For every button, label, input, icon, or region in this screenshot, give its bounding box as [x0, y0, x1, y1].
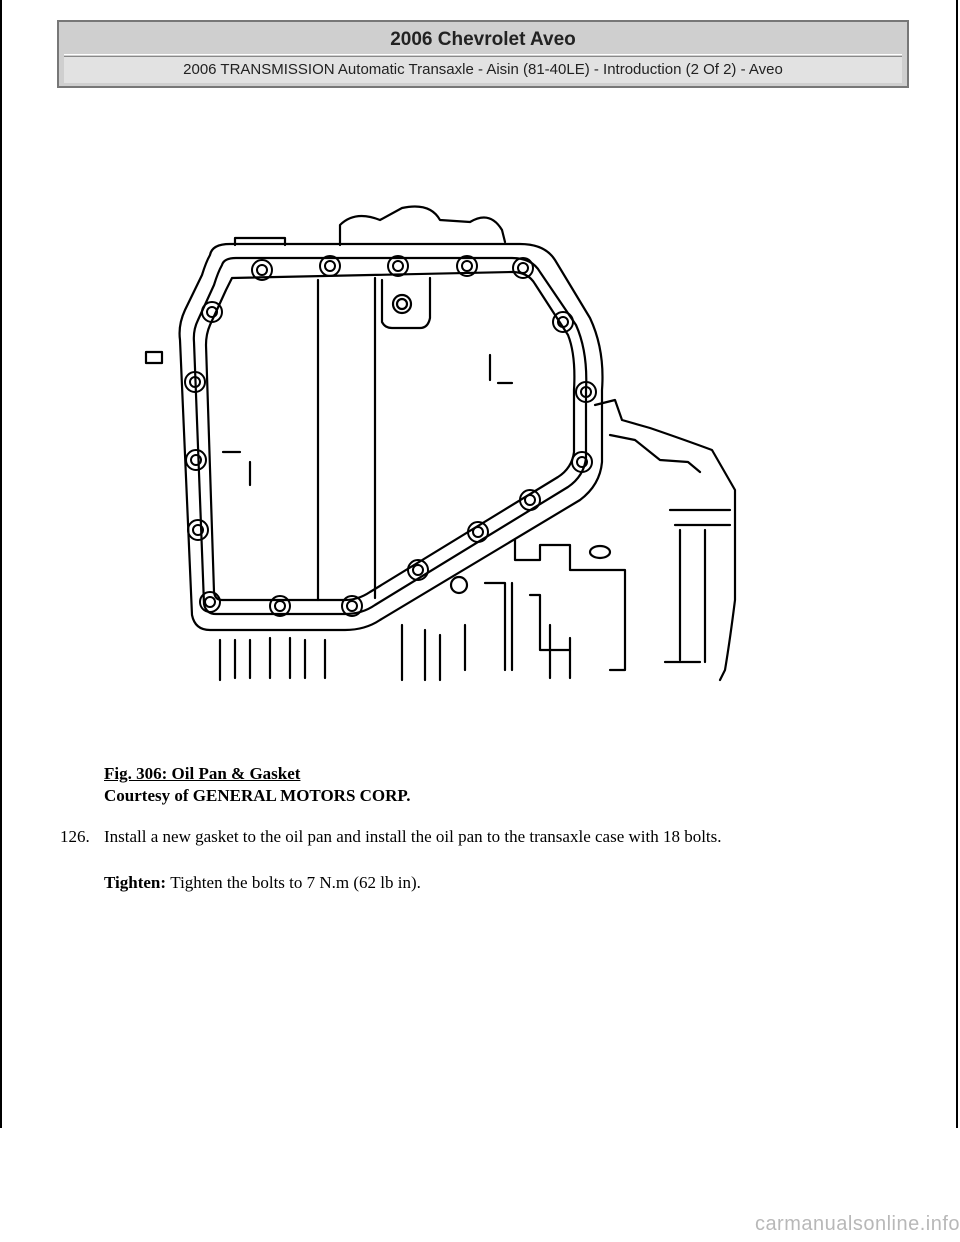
bolt [572, 452, 592, 472]
figure-title-link[interactable]: Fig. 306: Oil Pan & Gasket [104, 764, 301, 783]
figure-credit: Courtesy of GENERAL MOTORS CORP. [104, 786, 411, 805]
oil-pan-illustration [140, 200, 740, 690]
case-bottom-detail-2 [485, 583, 570, 670]
torque-spec [104, 872, 421, 894]
case-round-boss [590, 546, 610, 558]
drain-plug [451, 577, 467, 593]
case-bottom-detail-3 [402, 625, 570, 680]
case-bottom-left [220, 638, 325, 680]
pan-inner-edge [206, 272, 574, 600]
bolt [188, 520, 208, 540]
section-title: 2006 TRANSMISSION Automatic Transaxle - Aisin (81-40LE) - Introduction (2 Of 2) - Aveo [64, 56, 902, 83]
step-text: Install a new gasket to the oil pan and install the oil pan to the transaxle case with 18 bolts. [104, 827, 722, 846]
torque-label: Tighten: [104, 873, 171, 892]
label-marker [146, 352, 162, 363]
figure-caption [104, 763, 411, 807]
bolt [186, 450, 206, 470]
gasket-outer [180, 244, 603, 630]
gasket-bolts [185, 256, 596, 616]
pan-boss-bolt [393, 295, 411, 313]
site-watermark: carmanualsonline.info [754, 1213, 960, 1235]
case-right-housing [595, 400, 735, 680]
torque-text: Tighten the bolts to 7 N.m (62 lb in). [170, 873, 421, 892]
case-right-detail-2 [665, 510, 730, 662]
vehicle-title: 2006 Chevrolet Aveo [64, 26, 902, 55]
case-top-housing [340, 207, 505, 246]
pan-mark-2 [223, 452, 250, 485]
bolt [513, 258, 533, 278]
step-number: 126. [60, 827, 90, 846]
pan-mark-1 [490, 355, 512, 383]
document-header [57, 20, 909, 88]
